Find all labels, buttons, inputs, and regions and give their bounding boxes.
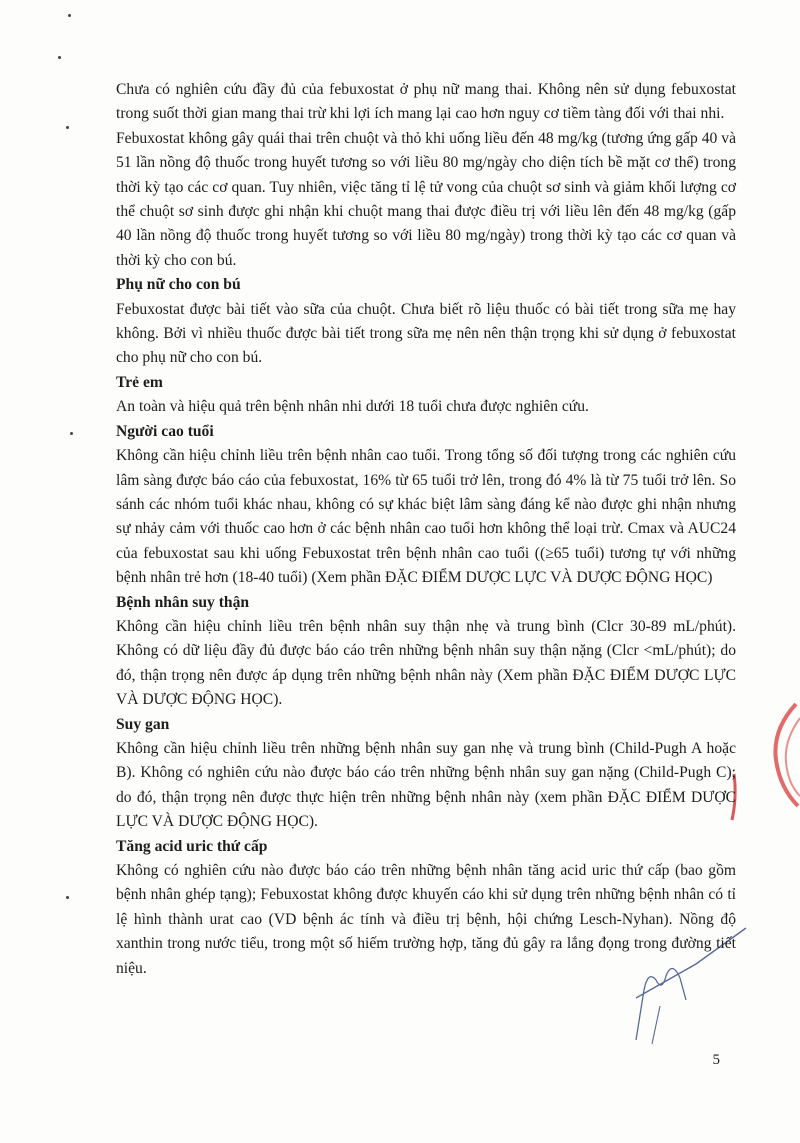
elderly-para: Không cần hiệu chỉnh liều trên bệnh nhân cao tuổi. Trong tổng số đối tượng trong các nghiên cứu lâm sàng được báo cáo của febuxostat, 16% từ 65 tuổi trở lên, trong đó 4% là từ 75 tuổi trở lên. So sánh các nhóm tuổi khác nhau, không có sự khác biệt lâm sàng đáng kể nào được ghi nhận nhưng sự nhảy cảm với thuốc cao hơn ở các bệnh nhân cao tuổi hơn không thể loại trừ. Cmax và AUC24 của febuxostat sau khi uống Febuxostat trên bệnh nhân cao tuổi ((≥65 tuổi) tương tự với những bệnh nhân trẻ hơn (18-40 tuổi) (Xem phần ĐẶC ĐIỂM DƯỢC LỰC VÀ DƯỢC ĐỘNG HỌC) xyxy=(116,447,736,587)
heading-hepatic: Suy gan xyxy=(116,715,170,733)
scan-speck xyxy=(58,56,61,59)
page-number: 5 xyxy=(712,1052,720,1068)
pregnancy-para-1: Chưa có nghiên cứu đầy đủ của febuxostat ở phụ nữ mang thai. Không nên sử dụng febuxostat trong suốt thời gian mang thai trừ khi lợi ích mang lại cao hơn nguy cơ tiềm tàng đối với thai nhi. xyxy=(116,81,736,123)
heading-renal: Bệnh nhân suy thận xyxy=(116,593,250,611)
uric-acid-para: Không có nghiên cứu nào được báo cáo trên những bệnh nhân tăng acid uric thứ cấp (bao gồm bệnh nhân ghép tạng); Febuxostat không được khuyến cáo khi sử dụng trên những bệnh nhân có tỉ lệ hình thành urat cao (VD bệnh ác tính và điều trị bệnh, hội chứng Lesch-Nyhan). Nồng độ xanthin trong nước tiểu, trong một số hiếm trường hợp, tăng đủ gây ra lắng đọng trong đường tiết niệu. xyxy=(116,862,736,977)
renal-para: Không cần hiệu chỉnh liều trên bệnh nhân suy thận nhẹ và trung bình (Clcr 30-89 mL/phút). Không có dữ liệu đầy đủ được báo cáo trên những bệnh nhân suy thận nặng (Clcr <mL/phút); do đó, thận trọng nên được áp dụng trên những bệnh nhân này (Xem phần ĐẶC ĐIỂM DƯỢC LỰC VÀ DƯỢC ĐỘNG HỌC). xyxy=(116,617,736,709)
scan-speck xyxy=(70,432,73,435)
hepatic-para: Không cần hiệu chỉnh liều trên những bệnh nhân suy gan nhẹ và trung bình (Child-Pugh A hoặc B). Không có nghiên cứu nào được báo cáo trên những bệnh nhân suy gan nặng (Child-Pugh C); do đó, thận trọng nên được thực hiện trên những bệnh nhân này (xem phần ĐẶC ĐIỂM DƯỢC LỰC VÀ DƯỢC ĐỘNG HỌC). xyxy=(116,739,736,831)
scan-speck xyxy=(66,896,69,899)
heading-uric-acid: Tăng acid uric thứ cấp xyxy=(116,837,268,855)
heading-elderly: Người cao tuổi xyxy=(116,422,214,440)
children-para: An toàn và hiệu quả trên bệnh nhân nhi dưới 18 tuổi chưa được nghiên cứu. xyxy=(116,398,589,416)
heading-breastfeeding: Phụ nữ cho con bú xyxy=(116,276,241,294)
red-stamp-fragment xyxy=(766,700,800,810)
scan-speck xyxy=(66,126,69,129)
heading-children: Trẻ em xyxy=(116,373,163,391)
document-body xyxy=(116,78,736,981)
breastfeeding-para: Febuxostat được bài tiết vào sữa của chuột. Chưa biết rõ liệu thuốc có bài tiết trong sữa mẹ hay không. Bởi vì nhiều thuốc được bài tiết trong sữa mẹ nên nên thận trọng khi sử dụng ở febuxostat cho phụ nữ cho con bú. xyxy=(116,300,736,367)
pregnancy-para-2: Febuxostat không gây quái thai trên chuột và thỏ khi uống liều đến 48 mg/kg (tương ứng gấp 40 và 51 lần nồng độ thuốc trong huyết tương so với liều 80 mg/ngày cho diện tích bề mặt cơ thể) trong thời kỳ tạo các cơ quan. Tuy nhiên, việc tăng tỉ lệ tử vong của chuột sơ sinh và giảm khối lượng cơ thể chuột sơ sinh được ghi nhận khi chuột mang thai được điều trị với liều lên đến 48 mg/kg (gấp 40 lần nồng độ thuốc trong huyết tương so với liều 80 mg/ngày) trong thời kỳ tạo các cơ quan và thời kỳ cho con bú. xyxy=(116,129,736,269)
scan-speck xyxy=(68,14,71,17)
